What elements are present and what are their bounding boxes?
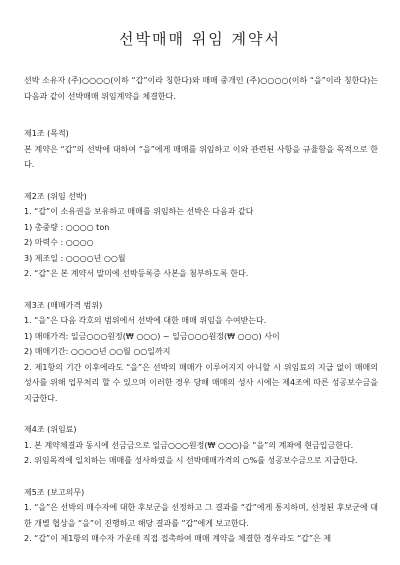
section-line: 1. “을”은 선박의 매수자에 대한 후보군을 선정하고 그 결과를 “갑”에게 통지하며, 선정된 후보군에 대한 개별 협상을 “을”이 진행하고 해당 결과를 “갑”에게 보고한다.	[24, 503, 378, 528]
intro-paragraph: 선박 소유자 (주)○○○○(이하 “갑”이라 칭한다)와 매매 중개인 (주)○○○○(이하 “을”이라 칭한다)는 다음과 같이 선박매매 위임계약을 체결한다.	[24, 76, 378, 101]
section-line: 2) 매매기간: ○○○○년 ○○월 ○○일까지	[24, 347, 171, 356]
section-heading: 제5조 (보고의무)	[24, 487, 85, 497]
section-line: 2. 제1항의 기간 이후에라도 “을”은 선박의 매매가 이루어지지 아니할 시 위임료의 지급 없이 매매의 성사를 위해 업무처리 할 수 있으며 이러한 경우 당해 매매의 성사 시에는 제4조에 따른 성공보수금을 지급한다.	[24, 362, 378, 403]
section-line: 1. 본 계약체결과 동시에 선금금으로 일금○○○원정(₩ ○○○)을 “을”의 계좌에 현금입금한다.	[24, 440, 354, 450]
section-line: 1) 매매가격: 일금○○○원정(₩ ○○○) ~ 일금○○○원정(₩ ○○○) 사이	[24, 331, 280, 341]
section-line: 1) 총중량 : ○○○○ ton	[24, 222, 110, 232]
section-line: 3) 제조일 : ○○○○년 ○○월	[24, 253, 126, 263]
section-article-2	[24, 189, 378, 282]
section-article-5	[24, 485, 378, 547]
section-article-1	[24, 126, 378, 173]
section-line: 2) 마력수 : ○○○○	[24, 238, 94, 247]
section-line: 1. “갑”이 소유권을 보유하고 매매를 위임하는 선박은 다음과 같다	[24, 207, 254, 216]
section-heading: 제3조 (매매가격 범위)	[24, 300, 103, 310]
section-line: 본 계약은 “갑”의 선박에 대하여 “을”에게 매매를 위임하고 이와 관련된 사항을 규율함을 목적으로 한다.	[24, 144, 378, 169]
section-line: 2. “갑”은 본 계약서 말미에 선박등록증 사본을 첨부하도록 한다.	[24, 269, 249, 278]
document-title: 선박매매 위임 계약서	[119, 30, 281, 48]
section-article-3	[24, 298, 378, 407]
section-line: 2. “갑”이 제1항의 매수자 가운데 직접 접촉하여 매매 계약을 체결한 경우라도 “갑”은 제	[24, 534, 332, 543]
section-heading: 제4조 (위임료)	[24, 425, 77, 434]
section-heading: 제2조 (위임 선박)	[24, 191, 87, 201]
section-line: 2. 위임목적에 일치하는 매매를 성사하였을 시 선박매매가격의 ○%를 성공보수금으로 지급한다.	[24, 456, 358, 465]
document-body	[24, 73, 378, 547]
section-line: 1. “을”은 다음 각호의 범위에서 선박에 대한 매매 위임을 수여받는다.	[24, 316, 267, 325]
section-article-4	[24, 422, 378, 469]
section-heading: 제1조 (목적)	[24, 129, 69, 138]
